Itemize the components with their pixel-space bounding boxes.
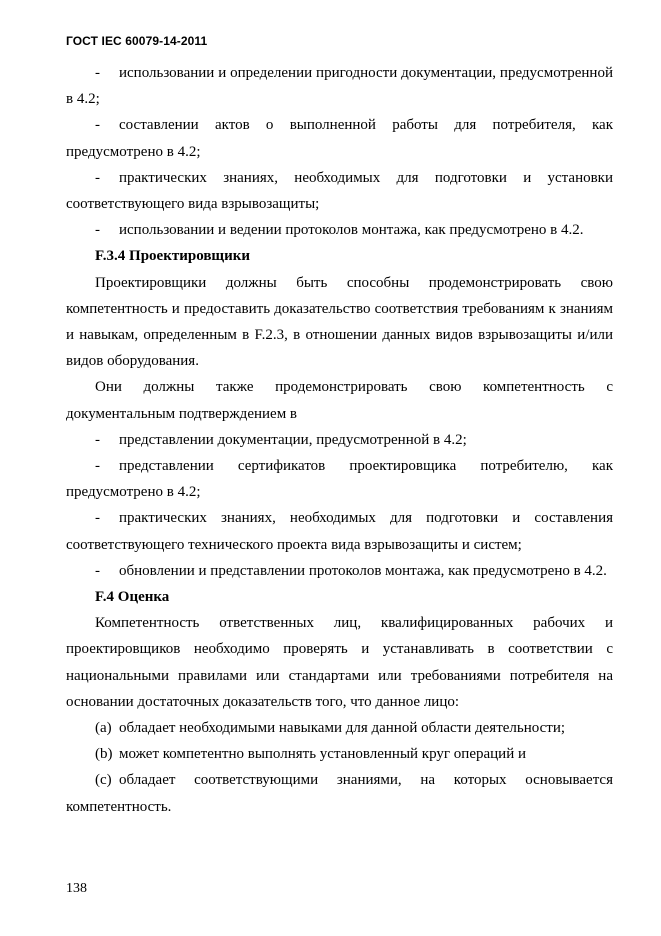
enum-text: обладает необходимыми навыками для данной области деятельности; <box>119 720 566 737</box>
dash-marker: - <box>95 117 100 134</box>
enumerated-item <box>66 767 613 819</box>
list-item-text: использовании и ведении протоколов монтажа, как предусмотрено в 4.2. <box>119 222 584 239</box>
paragraph: Проектировщики должны быть способны продемонстрировать свою компетентность и предоставить доказательство соответствия требованиям к знаниям и навыкам, определенным в F.2.3, в отношении данных видов взрывозащиты и/или видов оборудования. <box>66 274 613 370</box>
list-item-text: практических знаниях, необходимых для подготовки и установки соответствующего вида взрывозащиты; <box>66 169 613 213</box>
dash-marker: - <box>95 222 100 239</box>
dash-marker: - <box>95 431 100 448</box>
enum-label: (b) <box>95 746 113 763</box>
dash-marker: - <box>95 65 100 81</box>
list-item <box>66 60 613 112</box>
section-heading-f4: F.4 Оценка <box>95 589 170 606</box>
standard-header: ГОСТ IEC 60079-14-2011 <box>66 34 208 48</box>
list-item <box>66 453 613 505</box>
list-item <box>66 427 613 453</box>
enum-text: может компетентно выполнять установленный круг операций и <box>119 746 526 763</box>
list-item-text: использовании и определении пригодности документации, предусмотренной в 4.2; <box>66 65 613 108</box>
list-item-text: составлении актов о выполненной работы для потребителя, как предусмотрено в 4.2; <box>66 117 613 160</box>
list-item-text: обновлении и представлении протоколов монтажа, как предусмотрено в 4.2. <box>119 562 607 579</box>
dash-marker: - <box>95 510 100 527</box>
dash-marker: - <box>95 458 100 475</box>
enumerated-item <box>66 741 613 767</box>
list-item-text: представлении документации, предусмотренной в 4.2; <box>119 431 467 448</box>
list-item <box>66 165 613 217</box>
enum-text: обладает соответствующими знаниями, на которых основывается компетентность. <box>66 772 613 815</box>
paragraph: Компетентность ответственных лиц, квалифицированных рабочих и проектировщиков необходимо проверять и устанавливать в соответствии с национальными правилами или стандартами или требованиями потребителя на основании достаточных доказательств того, что данное лицо: <box>66 615 613 710</box>
enum-label: (c) <box>95 772 112 789</box>
list-item <box>66 505 613 557</box>
list-item <box>66 558 613 584</box>
list-item <box>66 217 613 243</box>
list-item-text: практических знаниях, необходимых для подготовки и составления соответствующего технического проекта вида взрывозащиты и систем; <box>66 510 613 553</box>
enumerated-item <box>66 715 613 741</box>
list-item <box>66 112 613 164</box>
page-number: 138 <box>66 881 87 896</box>
page-content <box>66 60 613 820</box>
paragraph: Они должны также продемонстрировать свою компетентность с документальным подтверждением в <box>66 379 613 422</box>
dash-marker: - <box>95 562 100 579</box>
section-heading-f34: F.3.4 Проектировщики <box>95 248 251 265</box>
enum-label: (a) <box>95 720 112 737</box>
list-item-text: представлении сертификатов проектировщика потребителю, как предусмотрено в 4.2; <box>66 458 613 501</box>
dash-marker: - <box>95 169 100 186</box>
